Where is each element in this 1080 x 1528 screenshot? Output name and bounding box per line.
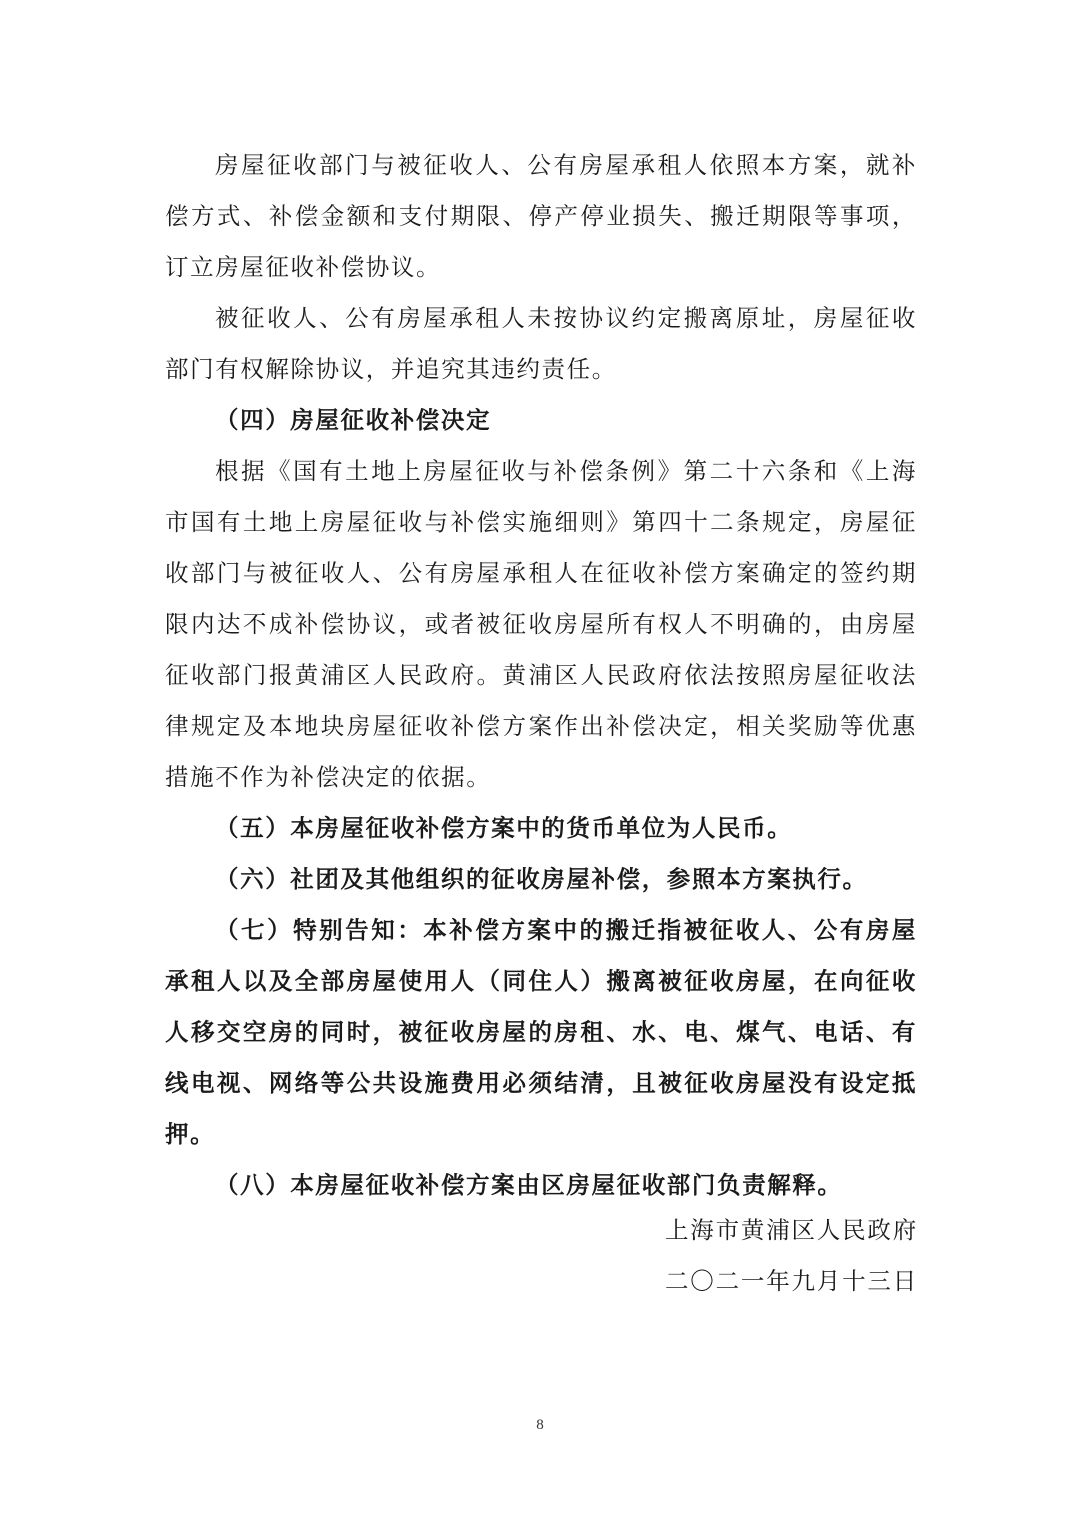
- paragraph-special-notice: （七）特别告知：本补偿方案中的搬迁指被征收人、公有房屋承租人以及全部房屋使用人（同住人）搬离被征收房屋，在向征收人移交空房的同时，被征收房屋的房租、水、电、煤气、电话、有线电视、网络等公共设施费用必须结清，且被征收房屋没有设定抵押。: [165, 916, 917, 1148]
- paragraph-interpretation: （八）本房屋征收补偿方案由区房屋征收部门负责解释。: [215, 1171, 843, 1199]
- paragraph-compensation-decision: 根据《国有土地上房屋征收与补偿条例》第二十六条和《上海市国有土地上房屋征收与补偿实施细则》第四十二条规定，房屋征收部门与被征收人、公有房屋承租人在征收补偿方案确定的签约期限内达不成补偿协议，或者被征收房屋所有权人不明确的，由房屋征收部门报黄浦区人民政府。黄浦区人民政府依法按照房屋征收法律规定及本地块房屋征收补偿方案作出补偿决定，相关奖励等优惠措施不作为补偿决定的依据。: [165, 457, 917, 791]
- paragraph-breach-of-agreement: 被征收人、公有房屋承租人未按协议约定搬离原址，房屋征收部门有权解除协议，并追究其违约责任。: [165, 304, 917, 383]
- page-number: 8: [536, 1417, 544, 1433]
- signature-organization: 上海市黄浦区人民政府: [665, 1216, 918, 1244]
- paragraph-signing-agreement: 房屋征收部门与被征收人、公有房屋承租人依照本方案，就补偿方式、补偿金额和支付期限、停产停业损失、搬迁期限等事项，订立房屋征收补偿协议。: [165, 151, 917, 281]
- document-body: [165, 140, 917, 1211]
- section-heading-compensation-decision: （四）房屋征收补偿决定: [215, 406, 492, 434]
- paragraph-organizations: （六）社团及其他组织的征收房屋补偿，参照本方案执行。: [215, 865, 868, 893]
- paragraph-currency-unit: （五）本房屋征收补偿方案中的货币单位为人民币。: [215, 814, 793, 842]
- signature-date: 二〇二一年九月十三日: [665, 1267, 918, 1295]
